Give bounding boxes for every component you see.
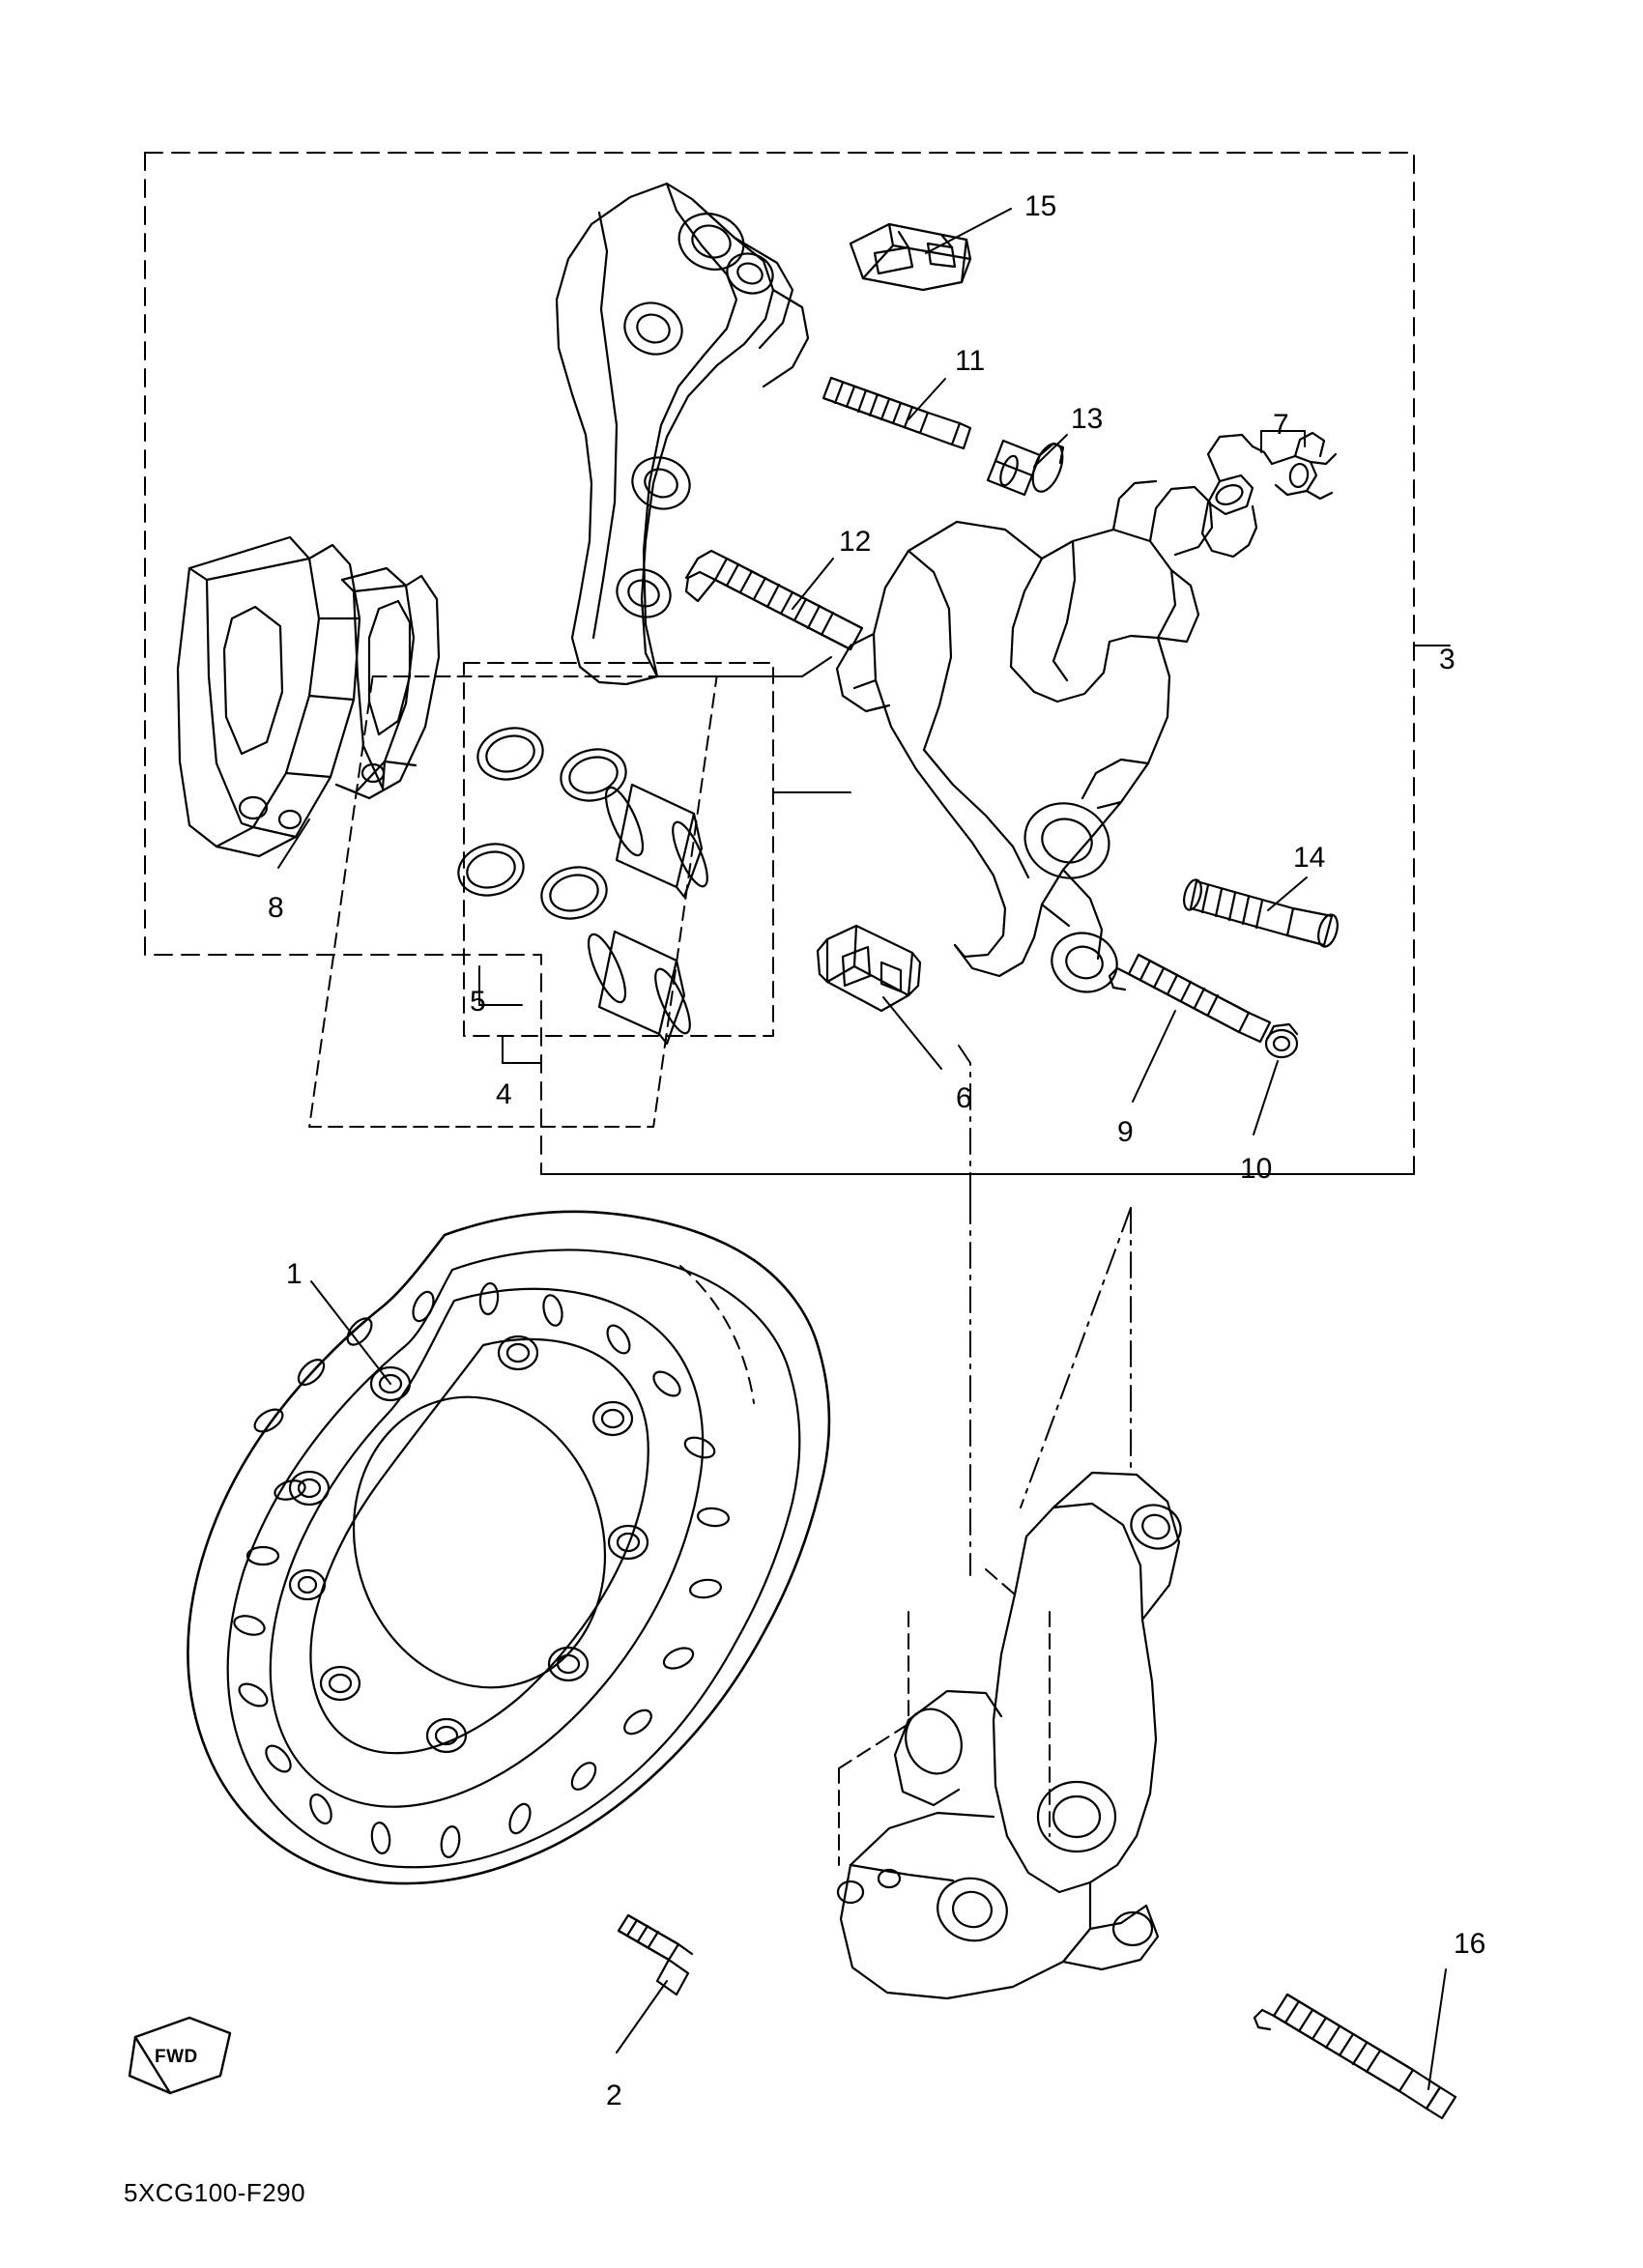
callout-5: 5 [470, 986, 486, 1018]
callout-2: 2 [606, 2080, 622, 2111]
part-11-pin-bolt [823, 378, 970, 448]
part-13-bushing [988, 440, 1068, 496]
part-12-slide-pin [686, 551, 862, 649]
part-14-slide-bushing [1181, 877, 1340, 948]
fork-leg-assembly [838, 1473, 1187, 1998]
callout-1: 1 [286, 1258, 303, 1290]
leader-4 [503, 1036, 541, 1063]
part-2-disc-bolt [619, 1915, 692, 1995]
part-4-pistons [582, 783, 714, 1044]
fork-hidden-outline [839, 1569, 1050, 1865]
callout-15: 15 [1024, 190, 1057, 222]
callout-8: 8 [268, 892, 284, 924]
leader-9 [1133, 1011, 1175, 1102]
callout-16: 16 [1454, 1928, 1486, 1960]
leader-14 [1268, 877, 1307, 910]
part-5-piston-seals [453, 722, 632, 926]
leader-6 [883, 997, 941, 1069]
fwd-label: FWD [155, 2047, 198, 2067]
caliper-body [837, 481, 1212, 1000]
part-8-brake-pads [178, 537, 439, 856]
callout-14: 14 [1293, 842, 1326, 874]
callout-7: 7 [1273, 409, 1289, 441]
hidden-construction-lines [959, 1046, 1131, 1575]
callout-12: 12 [839, 526, 872, 558]
callout-4: 4 [496, 1078, 512, 1110]
callout-3: 3 [1439, 644, 1456, 675]
callout-11: 11 [955, 345, 986, 377]
part-code-label: 5XCG100-F290 [124, 2178, 306, 2207]
leader-2 [617, 1981, 667, 2053]
callout-6: 6 [956, 1082, 972, 1114]
kit-boundary-5 [309, 676, 716, 1127]
leader-12 [793, 559, 833, 609]
callout-9: 9 [1117, 1116, 1134, 1148]
part-6-retainer-clip [818, 926, 920, 1011]
assembly-boundary-3 [145, 153, 1414, 1174]
caliper-alignment-lines [657, 657, 850, 792]
part-15-pad-spring [850, 224, 970, 290]
part-9-mounting-bolt [1110, 955, 1270, 1042]
callout-10: 10 [1240, 1153, 1273, 1185]
callout-13: 13 [1071, 403, 1104, 435]
part-16-axle-bolt [1254, 1995, 1456, 2118]
part-7-hose-joint [1202, 433, 1336, 557]
part-1-brake-disc [187, 1212, 828, 1883]
part-10-washer [1266, 1024, 1297, 1057]
leader-16 [1428, 1969, 1446, 2089]
leader-10 [1254, 1061, 1278, 1134]
